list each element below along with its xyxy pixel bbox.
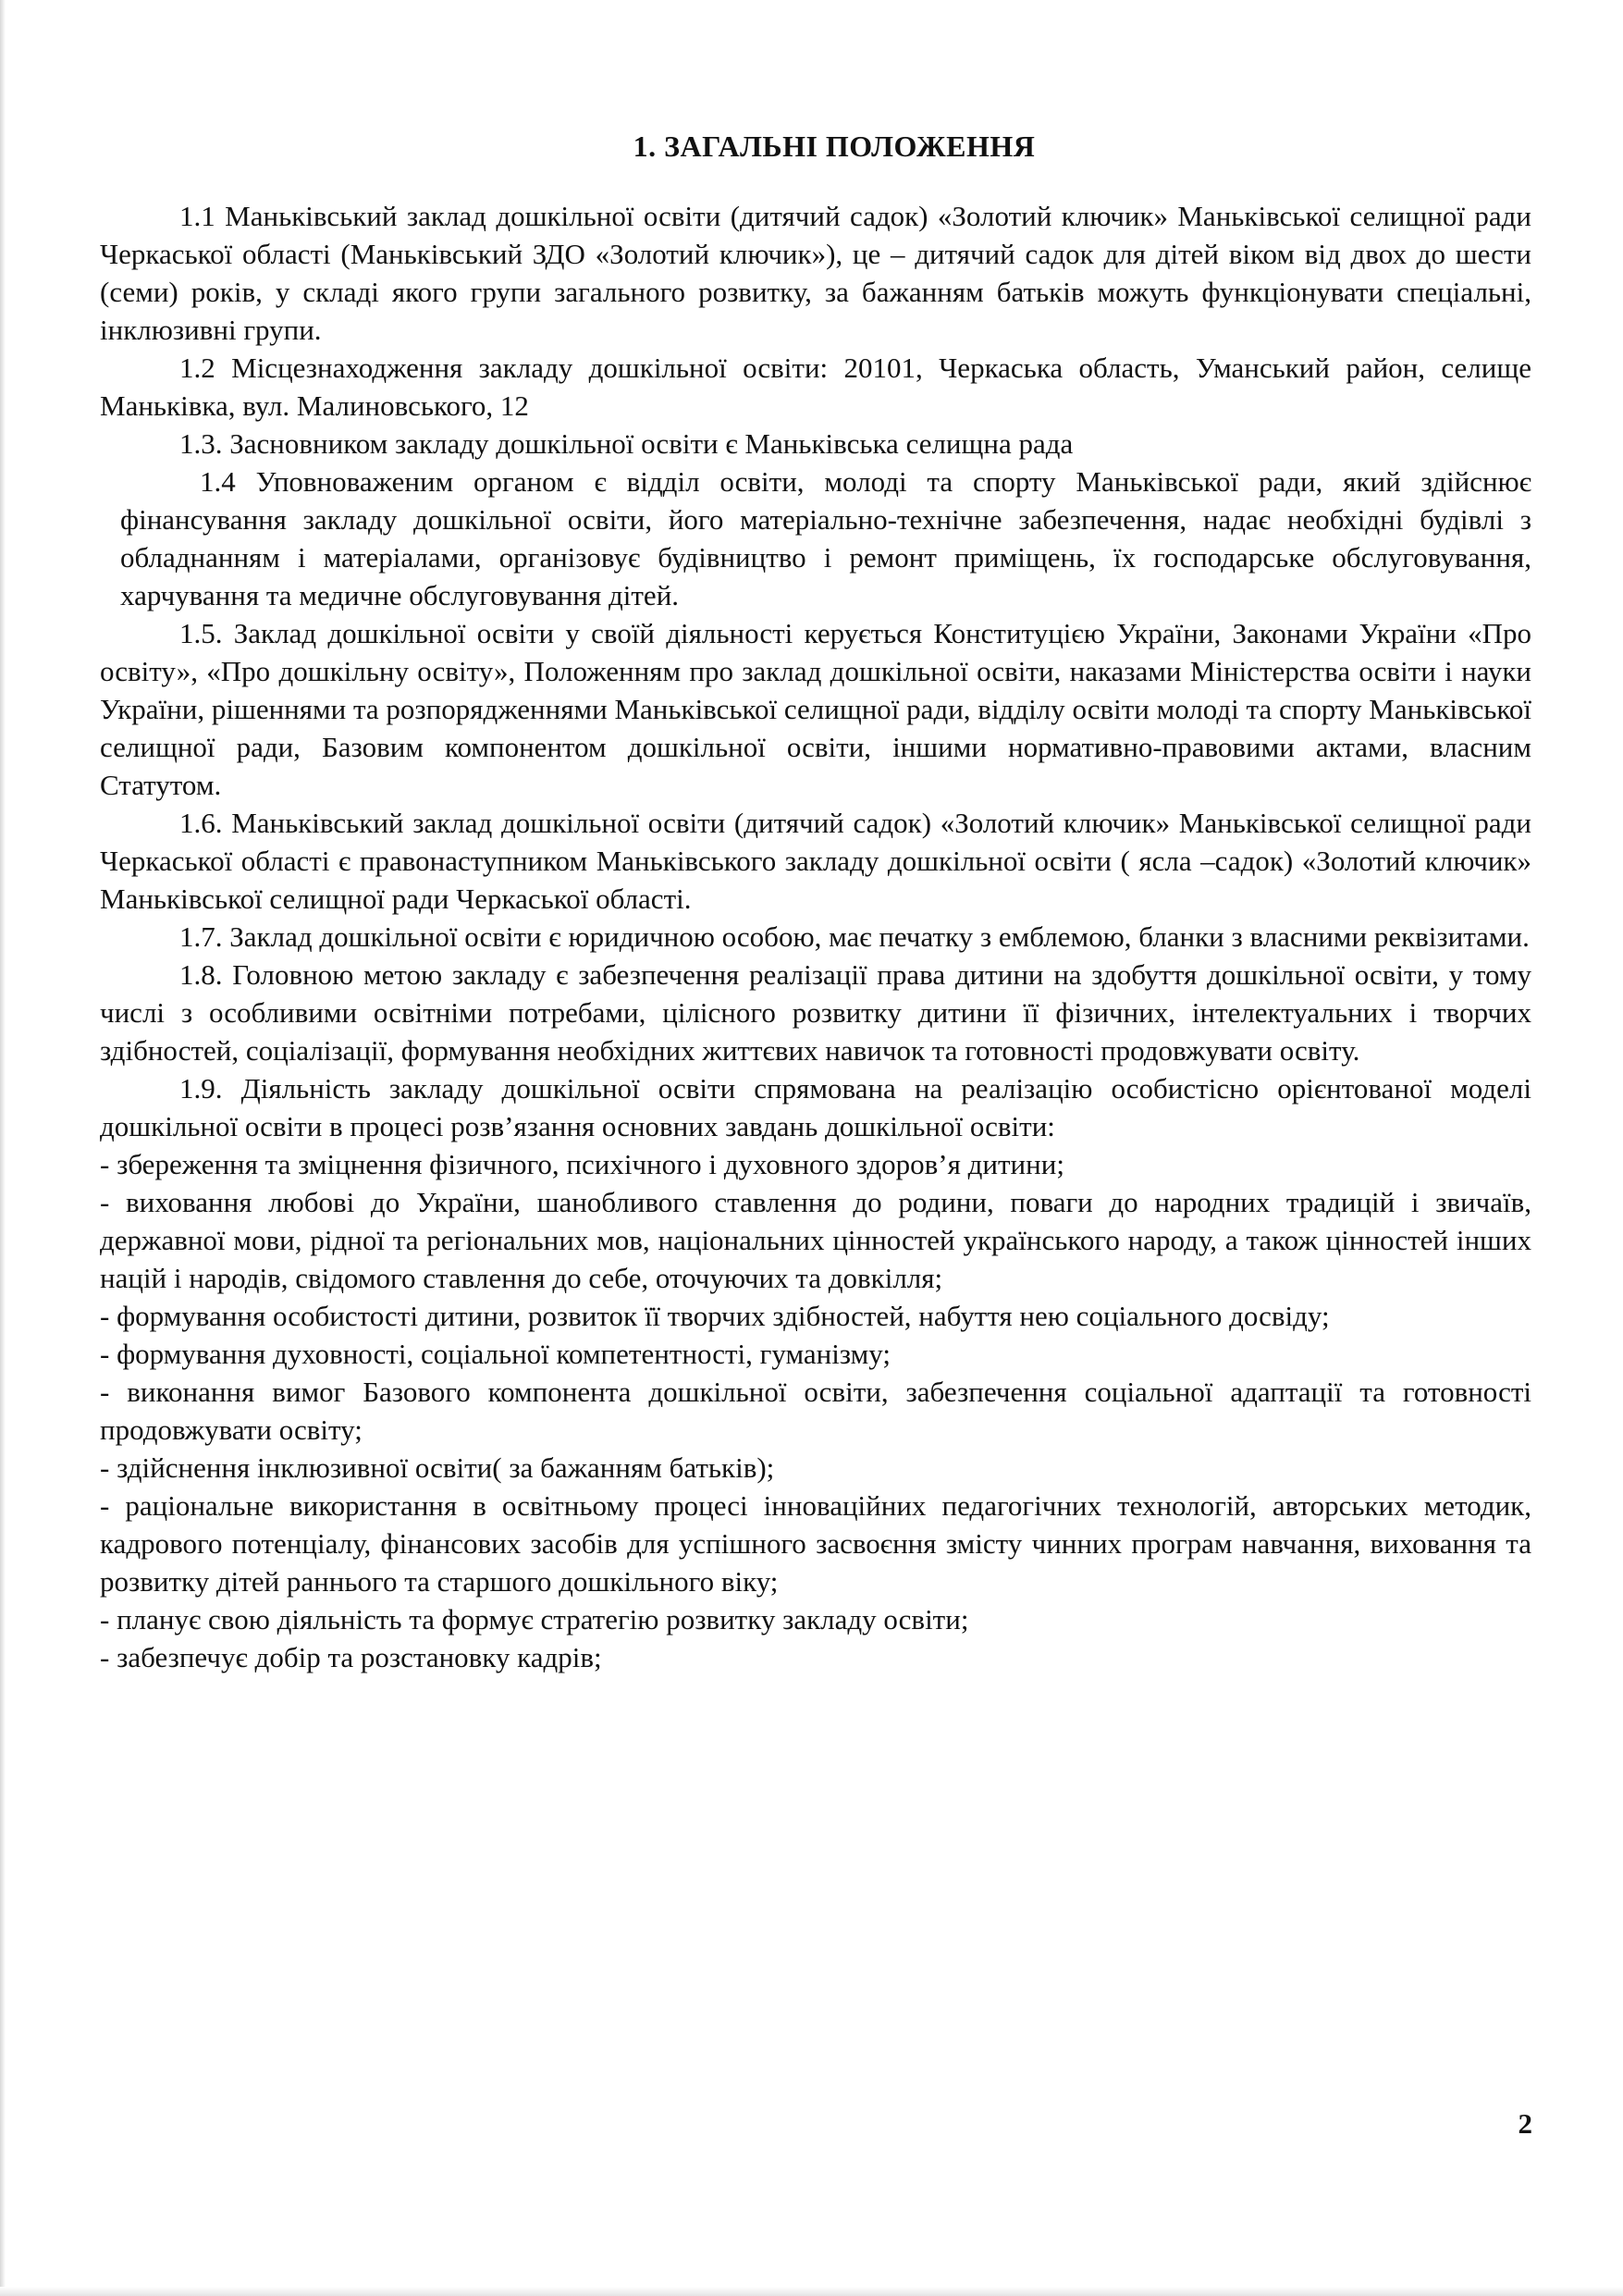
list-item-staffing: - забезпечує добір та розстановку кадрів; — [100, 1641, 602, 1673]
list-item-base-component: - виконання вимог Базового компонента дошкільної освіти, забезпечення соціальної адаптації та готовності продовжувати освіту; — [100, 1376, 1531, 1446]
paragraph-1-8: 1.8. Головною метою закладу є забезпечення реалізації права дитини на здобуття дошкільної освіти, у тому числі з особливими освітніми потребами, цілісного розвитку дитини її фізичних, інтелектуальних і творчих здібностей, соціалізації, формування необхідних життєвих навичок та готовності продовжувати освіту. — [100, 958, 1531, 1067]
list-item-patriotism: - виховання любові до України, шанобливого ставлення до родини, поваги до народних традицій і звичаїв, державної мови, рідної та регіональних мов, національних цінностей українського народу, а також цінностей інших націй і народів, свідомого ставлення до себе, оточуючих та довкілля; — [100, 1186, 1531, 1294]
list-item-personality: - формування особистості дитини, розвиток її творчих здібностей, набуття нею соціального досвіду; — [100, 1300, 1330, 1332]
document-body — [100, 130, 1531, 1676]
list-item-health: - збереження та зміцнення фізичного, психічного і духовного здоров’я дитини; — [100, 1148, 1064, 1180]
paragraph-1-6: 1.6. Маньківський заклад дошкільної освіти (дитячий садок) «Золотий ключик» Маньківської селищної ради Черкаської області є правонаступником Маньківського закладу дошкільної освіти ( ясла –садок) «Золотий ключик» Маньківської селищної ради Черкаської області. — [100, 807, 1531, 915]
paragraph-1-9: 1.9. Діяльність закладу дошкільної освіти спрямована на реалізацію особистісно орієнтованої моделі дошкільної освіти в процесі розв’язання основних завдань дошкільної освіти: — [100, 1072, 1531, 1142]
scan-shadow-bottom — [0, 2287, 1623, 2296]
list-item-inclusive: - здійснення інклюзивної освіти( за бажанням батьків); — [100, 1451, 775, 1484]
paragraph-1-4: 1.4 Уповноваженим органом є відділ освіти, молоді та спорту Маньківської ради, який здійснює фінансування закладу дошкільної освіти, його матеріально-технічне забезпечення, надає необхідні будівлі з обладнанням і матеріалами, організовує будівництво і ремонт приміщень, їх господарське обслуговування, харчування та медичне обслуговування дітей. — [120, 465, 1531, 611]
list-item-spirituality: - формування духовності, соціальної компетентності, гуманізму; — [100, 1338, 891, 1370]
paragraph-1-1: 1.1 Маньківський заклад дошкільної освіти (дитячий садок) «Золотий ключик» Маньківської селищної ради Черкаської області (Маньківський ЗДО «Золотий ключик»), це – дитячий садок для дітей віком від двох до шести (семи) років, у складі якого групи загального розвитку, за бажанням батьків можуть функціонувати спеціальні, інклюзивні групи. — [100, 200, 1531, 346]
scan-shadow-left — [0, 0, 6, 2296]
list-item-innovation: - раціональне використання в освітньому процесі інноваційних педагогічних технологій, авторських методик, кадрового потенціалу, фінансових засобів для успішного засвоєння змісту чинних програм навчання, виховання та розвитку дітей раннього та старшого дошкільного віку; — [100, 1489, 1531, 1598]
list-item-planning: - планує свою діяльність та формує стратегію розвитку закладу освіти; — [100, 1603, 969, 1636]
paragraph-1-3: 1.3. Засновником закладу дошкільної освіти є Маньківська селищна рада — [179, 427, 1074, 460]
paragraph-1-7: 1.7. Заклад дошкільної освіти є юридичною особою, має печатку з емблемою, бланки з власними реквізитами. — [179, 920, 1530, 953]
paragraph-1-5: 1.5. Заклад дошкільної освіти у своїй діяльності керується Конституцією України, Законами України «Про освіту», «Про дошкільну освіту», Положенням про заклад дошкільної освіти, наказами Міністерства освіти і науки України, рішеннями та розпорядженнями Маньківської селищної ради, відділу освіти молоді та спорту Маньківської селищної ради, Базовим компонентом дошкільної освіти, іншими нормативно-правовими актами, власним Статутом. — [100, 617, 1531, 801]
section-title: 1. ЗАГАЛЬНІ ПОЛОЖЕННЯ — [633, 130, 1036, 163]
paragraph-1-2: 1.2 Місцезнаходження закладу дошкільної освіти: 20101, Черкаська область, Уманський район, селище Маньківка, вул. Малиновського, 12 — [100, 352, 1531, 422]
page-number: 2 — [1518, 2107, 1532, 2140]
